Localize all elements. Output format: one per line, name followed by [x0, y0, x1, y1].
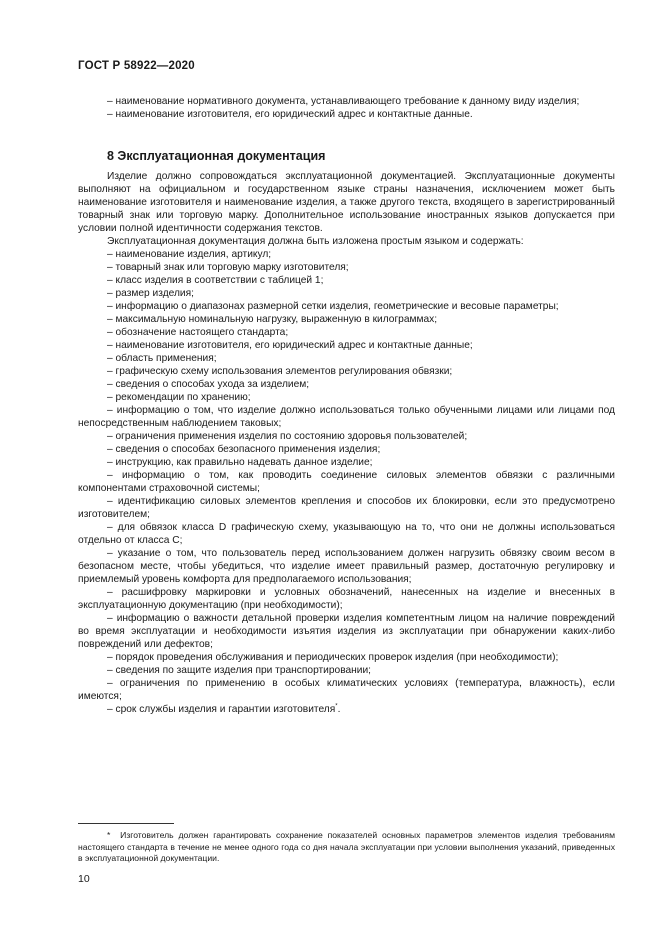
list-item: – информацию о диапазонах размерной сетки изделия, геометрические и весовые параметры;: [107, 301, 559, 312]
list-item: – информацию о важности детальной проверки изделия компетентным лицом на наличие повреждений во время эксплуатации и необходимости изъятия изделия из эксплуатации при обнаружении каких-либо повреждений или дефектов;: [78, 613, 615, 650]
footnote-ref: *: [335, 703, 338, 710]
list-item: – рекомендации по хранению;: [107, 392, 251, 403]
list-item: – наименование нормативного документа, устанавливающего требование к данному виду изделия;: [107, 96, 580, 107]
list-item: – ограничения по применению в особых климатических условиях (температура, влажность), если имеются;: [78, 678, 615, 702]
list-item-text: – срок службы изделия и гарантии изготовителя: [107, 704, 336, 715]
list-item: – наименование изготовителя, его юридический адрес и контактные данные.: [107, 109, 473, 120]
list-item: – сведения о способах ухода за изделием;: [107, 379, 310, 390]
footnote-marker: *: [107, 830, 111, 840]
list-item: – сведения о способах безопасного применения изделия;: [107, 444, 381, 455]
list-item: – указание о том, что пользователь перед использованием должен нагрузить обвязку своим весом в безопасном месте, чтобы убедиться, что изделие имеет правильный размер, достаточную регулировку и приемлемый уровень комфорта для предполагаемого использования;: [78, 548, 615, 585]
list-item: – графическую схему использования элементов регулирования обвязки;: [107, 366, 453, 377]
footnote-text: Изготовитель должен гарантировать сохранение показателей основных параметров элементов изделия требованиям настоящего стандарта в течение не менее одного года со дня начала эксплуатации при условии выполнения указаний, приведенных в эксплуатационной документации.: [78, 830, 615, 863]
list-item: – сведения по защите изделия при транспортировании;: [107, 665, 371, 676]
list-item: – расшифровку маркировки и условных обозначений, нанесенных на изделие и внесенных в эксплуатационную документацию (при необходимости);: [78, 587, 615, 611]
section-body: [78, 170, 615, 716]
paragraph: Эксплуатационная документация должна быть изложена простым языком и содержать:: [107, 236, 524, 247]
list-item: – инструкцию, как правильно надевать данное изделие;: [107, 457, 373, 468]
list-item: – для обвязок класса D графическую схему, указывающую на то, что они не должны использоваться отдельно от класса C;: [78, 522, 615, 546]
list-item: – идентификацию силовых элементов крепления и способов их блокировки, если это предусмотрено изготовителем;: [78, 496, 615, 520]
list-item: – наименование изделия, артикул;: [107, 249, 272, 260]
list-item-end: .: [337, 704, 341, 715]
page-number: 10: [78, 873, 90, 885]
list-item-last: [78, 703, 615, 716]
intro-list: [78, 95, 615, 121]
footnote-divider: [78, 823, 174, 824]
footnote: [78, 830, 615, 865]
list-item: – область применения;: [107, 353, 217, 364]
requirements-list: [78, 248, 615, 716]
standard-code-header: ГОСТ Р 58922—2020: [78, 60, 195, 72]
list-item: – размер изделия;: [107, 288, 194, 299]
section-title: 8 Эксплуатационная документация: [107, 149, 326, 163]
list-item: – товарный знак или торговую марку изготовителя;: [107, 262, 349, 273]
list-item: – обозначение настоящего стандарта;: [107, 327, 289, 338]
list-item: – наименование изготовителя, его юридический адрес и контактные данные;: [107, 340, 473, 351]
list-item: – порядок проведения обслуживания и периодических проверок изделия (при необходимости);: [107, 652, 559, 663]
list-item: – максимальную номинальную нагрузку, выраженную в килограммах;: [107, 314, 438, 325]
list-item: – ограничения применения изделия по состоянию здоровья пользователей;: [107, 431, 468, 442]
list-item: – информацию о том, как проводить соединение силовых элементов обвязки с различными компонентами страховочной системы;: [78, 470, 615, 494]
paragraph: Изделие должно сопровождаться эксплуатационной документацией. Эксплуатационные документы выполняют на официальном и государственном языке страны назначения, исключением может быть наименование изготовителя и наименование изделия, а также другого текста, входящего в зарегистрированный товарный знак или торговую марку. Дополнительное использование иностранных языков допускается при условии полной идентичности содержания текстов.: [78, 171, 615, 234]
list-item: – информацию о том, что изделие должно использоваться только обученными лицами или лицами под непосредственным наблюдением таковых;: [78, 405, 615, 429]
list-item: – класс изделия в соответствии с таблицей 1;: [107, 275, 324, 286]
